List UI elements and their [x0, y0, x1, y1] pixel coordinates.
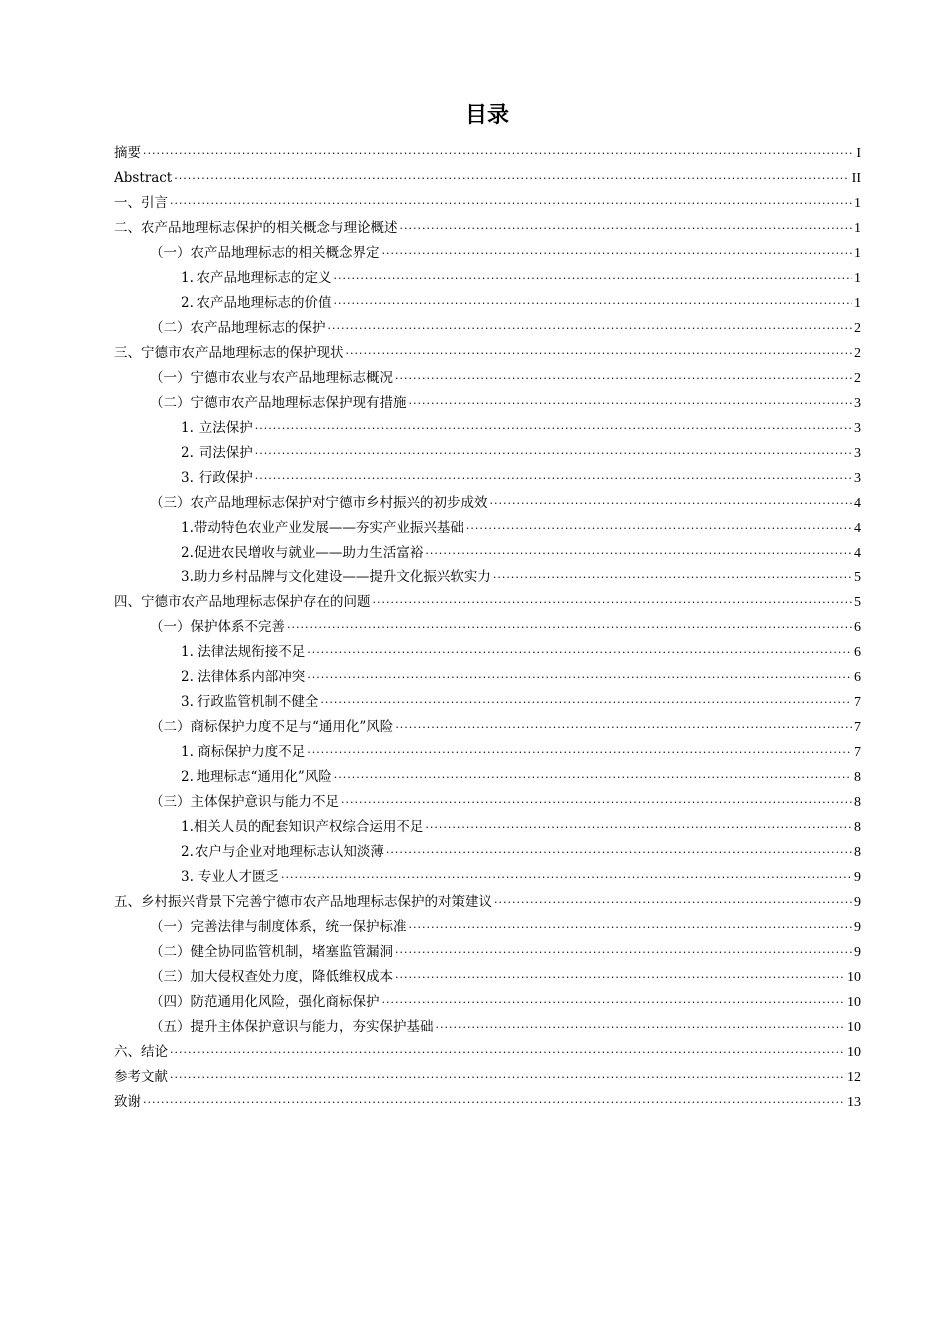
- toc-entry-page-number: 9: [854, 870, 861, 886]
- toc-dot-leader: [466, 517, 852, 542]
- toc-entry-page-number: 8: [854, 795, 861, 811]
- toc-entry-page-number: 4: [854, 520, 861, 536]
- toc-entry[interactable]: [114, 940, 861, 965]
- toc-entry-label: 立法保护: [198, 419, 253, 436]
- toc-dot-leader: [307, 666, 852, 691]
- toc-entry-label: Abstract: [114, 169, 173, 186]
- toc-entry[interactable]: [114, 366, 861, 391]
- toc-entry[interactable]: [114, 915, 861, 940]
- toc-entry[interactable]: [114, 965, 861, 990]
- toc-entry-label: 商标保护力度不足: [197, 744, 306, 761]
- toc-entry-number: 1.: [181, 419, 194, 436]
- toc-entry[interactable]: [114, 191, 861, 216]
- toc-dot-leader: [425, 816, 852, 841]
- toc-dot-leader: [395, 966, 845, 991]
- toc-entry-number: 1.: [181, 644, 194, 661]
- toc-dot-leader: [307, 741, 852, 766]
- toc-entry-number: 2.: [181, 444, 194, 461]
- toc-entry[interactable]: [114, 765, 861, 790]
- toc-dot-leader: [346, 342, 853, 367]
- toc-list: [114, 141, 861, 1115]
- toc-entry-label: 五、乡村振兴背景下完善宁德市农产品地理标志保护的对策建议: [114, 894, 492, 911]
- toc-entry-number: 3.: [181, 869, 194, 886]
- toc-entry[interactable]: [114, 690, 861, 715]
- toc-entry[interactable]: [114, 541, 861, 566]
- toc-dot-leader: [333, 292, 852, 317]
- toc-entry-label: （三）主体保护意识与能力不足: [150, 794, 339, 811]
- toc-entry-number: 3.: [181, 694, 194, 711]
- toc-dot-leader: [170, 1066, 845, 1091]
- toc-entry[interactable]: [114, 890, 861, 915]
- toc-entry-page-number: 6: [854, 645, 861, 661]
- toc-entry-label: 法律体系内部冲突: [197, 669, 306, 686]
- toc-entry[interactable]: [114, 740, 861, 765]
- toc-entry-number: 2.: [181, 544, 194, 561]
- toc-dot-leader: [436, 1016, 846, 1041]
- toc-entry-page-number: I: [856, 146, 861, 161]
- toc-entry-label: （一）宁德市农业与农产品地理标志概况: [150, 369, 393, 386]
- toc-entry-page-number: 5: [854, 595, 861, 611]
- toc-entry-number: 1.: [181, 269, 194, 286]
- toc-entry-label: 相关人员的配套知识产权综合运用不足: [193, 819, 424, 836]
- toc-entry-page-number: 1: [854, 295, 861, 311]
- toc-entry[interactable]: [114, 840, 861, 865]
- toc-entry[interactable]: [114, 565, 861, 590]
- toc-dot-leader: [409, 392, 853, 417]
- toc-entry[interactable]: [114, 491, 861, 516]
- toc-entry-label: 农产品地理标志的定义: [196, 269, 332, 286]
- toc-entry-page-number: 9: [854, 920, 861, 936]
- toc-entry-number: 3.: [181, 569, 194, 586]
- toc-entry[interactable]: [114, 640, 861, 665]
- toc-entry-page-number: 1: [854, 245, 861, 261]
- toc-entry-number: 2.: [181, 769, 194, 786]
- toc-entry[interactable]: [114, 266, 861, 291]
- toc-entry-page-number: 7: [854, 720, 861, 736]
- toc-entry[interactable]: [114, 590, 861, 615]
- toc-entry-label: 地理标志“通用化”风险: [196, 769, 332, 786]
- toc-entry-page-number: 10: [847, 1019, 861, 1035]
- toc-dot-leader: [425, 542, 852, 567]
- toc-dot-leader: [255, 417, 852, 442]
- toc-dot-leader: [170, 1041, 845, 1066]
- toc-entry-page-number: 12: [847, 1069, 861, 1085]
- toc-entry[interactable]: [114, 216, 861, 241]
- toc-dot-leader: [341, 791, 852, 816]
- toc-entry[interactable]: [114, 615, 861, 640]
- toc-entry[interactable]: [114, 516, 861, 541]
- toc-dot-leader: [320, 691, 852, 716]
- toc-entry-label: 摘要: [114, 145, 141, 161]
- toc-entry[interactable]: [114, 391, 861, 416]
- toc-entry-label: 行政监管机制不健全: [196, 694, 319, 711]
- toc-entry-label: 农户与企业对地理标志认知淡薄: [194, 844, 384, 861]
- toc-dot-leader: [255, 442, 852, 467]
- toc-entry[interactable]: [114, 990, 861, 1015]
- toc-entry-page-number: 3: [854, 470, 861, 486]
- toc-entry-page-number: 3: [854, 395, 861, 411]
- toc-entry-number: 2.: [181, 294, 194, 311]
- toc-dot-leader: [170, 192, 852, 217]
- toc-entry-page-number: 6: [854, 620, 861, 636]
- toc-dot-leader: [490, 492, 853, 517]
- toc-entry-label: （五）提升主体保护意识与能力，夯实保护基础: [150, 1018, 434, 1035]
- toc-entry-page-number: 13: [847, 1094, 861, 1110]
- toc-entry[interactable]: [114, 141, 861, 166]
- toc-entry-label: （二）宁德市农产品地理标志保护现有措施: [150, 394, 407, 411]
- toc-dot-leader: [395, 367, 852, 392]
- toc-entry[interactable]: [114, 341, 861, 366]
- toc-entry-page-number: 2: [854, 345, 861, 361]
- toc-entry-label: 带动特色农业产业发展——夯实产业振兴基础: [193, 519, 464, 536]
- toc-entry-label: 法律法规衔接不足: [197, 644, 306, 661]
- toc-entry-page-number: 2: [854, 370, 861, 386]
- toc-entry-label: 六、结论: [114, 1043, 168, 1060]
- toc-dot-leader: [328, 317, 853, 342]
- toc-dot-leader: [287, 616, 852, 641]
- toc-entry-label: （四）防范通用化风险，强化商标保护: [150, 993, 380, 1010]
- toc-entry-label: （二）健全协同监管机制，堵塞监管漏洞: [150, 944, 393, 960]
- toc-entry-page-number: 8: [854, 845, 861, 861]
- toc-title: 目录: [464, 103, 509, 128]
- toc-entry[interactable]: [114, 416, 861, 441]
- toc-entry-label: 四、宁德市农产品地理标志保护存在的问题: [114, 594, 371, 611]
- toc-dot-leader: [373, 591, 853, 616]
- toc-entry-number: 1.: [181, 744, 194, 761]
- toc-dot-leader: [143, 1091, 845, 1116]
- toc-entry-label: （二）农产品地理标志的保护: [150, 319, 326, 336]
- toc-entry-label: 专业人才匮乏: [198, 869, 280, 886]
- toc-entry-page-number: II: [851, 170, 861, 186]
- toc-entry[interactable]: [114, 466, 861, 491]
- toc-entry-label: （一）完善法律与制度体系，统一保护标准: [150, 919, 407, 936]
- toc-entry-number: 1.: [181, 819, 194, 836]
- toc-entry-label: 致谢: [114, 1093, 141, 1110]
- toc-entry[interactable]: [114, 790, 861, 815]
- toc-entry[interactable]: [114, 715, 861, 740]
- toc-entry-page-number: 8: [854, 770, 861, 786]
- toc-entry-label: 农产品地理标志的价值: [196, 294, 332, 311]
- toc-dot-leader: [395, 941, 852, 966]
- toc-entry-page-number: 4: [854, 545, 861, 561]
- toc-dot-leader: [494, 891, 852, 916]
- toc-entry-label: （三）加大侵权查处力度，降低维权成本: [150, 968, 393, 985]
- toc-entry[interactable]: [114, 815, 861, 840]
- toc-entry-number: 1.: [181, 519, 194, 536]
- toc-entry[interactable]: [114, 241, 861, 266]
- toc-dot-leader: [400, 217, 853, 242]
- toc-entry[interactable]: [114, 865, 861, 890]
- toc-entry-page-number: 7: [854, 695, 861, 711]
- toc-entry[interactable]: [114, 291, 861, 316]
- toc-entry-number: 3.: [181, 469, 194, 486]
- toc-dot-leader: [333, 267, 852, 292]
- toc-entry-label: 促进农民增收与就业——助力生活富裕: [193, 544, 424, 561]
- toc-entry[interactable]: [114, 665, 861, 690]
- toc-entry[interactable]: [114, 1015, 861, 1040]
- toc-entry-page-number: 9: [854, 895, 861, 911]
- toc-entry-label: （三）农产品地理标志保护对宁德市乡村振兴的初步成效: [150, 494, 488, 511]
- toc-entry-label: 司法保护: [198, 444, 253, 461]
- toc-entry-page-number: 9: [854, 945, 861, 960]
- toc-entry-label: （一）保护体系不完善: [150, 619, 285, 636]
- toc-dot-leader: [334, 766, 852, 791]
- toc-entry[interactable]: [114, 1065, 861, 1090]
- toc-dot-leader: [143, 142, 853, 167]
- toc-entry-page-number: 1: [854, 270, 861, 286]
- toc-entry-page-number: 6: [854, 670, 861, 686]
- toc-dot-leader: [174, 167, 849, 192]
- toc-dot-leader: [395, 716, 852, 741]
- toc-entry-label: 行政保护: [198, 469, 253, 486]
- toc-entry-number: 2.: [181, 669, 194, 686]
- toc-entry[interactable]: [114, 1090, 861, 1115]
- toc-entry[interactable]: [114, 441, 861, 466]
- toc-entry[interactable]: [114, 166, 861, 191]
- toc-dot-leader: [386, 841, 852, 866]
- toc-entry[interactable]: [114, 1040, 861, 1065]
- toc-entry-page-number: 5: [854, 570, 861, 586]
- toc-dot-leader: [409, 916, 853, 941]
- toc-entry-page-number: 1: [854, 220, 861, 236]
- toc-entry-label: 助力乡村品牌与文化建设——提升文化振兴软实力: [193, 569, 491, 586]
- toc-entry-label: 三、宁德市农产品地理标志的保护现状: [114, 344, 344, 361]
- toc-entry-page-number: 3: [854, 445, 861, 461]
- toc-entry-label: （二）商标保护力度不足与“通用化”风险: [150, 719, 394, 736]
- toc-entry-page-number: 7: [854, 745, 861, 761]
- toc-entry-page-number: 2: [854, 320, 861, 336]
- toc-entry-label: 一、引言: [114, 194, 168, 211]
- toc-dot-leader: [255, 467, 852, 492]
- toc-dot-leader: [382, 242, 853, 267]
- toc-entry-label: 参考文献: [114, 1068, 168, 1085]
- toc-entry-page-number: 8: [854, 820, 861, 836]
- toc-entry-label: （一）农产品地理标志的相关概念界定: [150, 244, 380, 261]
- toc-entry-page-number: 10: [847, 969, 861, 985]
- toc-entry[interactable]: [114, 316, 861, 341]
- toc-entry-page-number: 1: [854, 195, 861, 211]
- toc-dot-leader: [281, 866, 852, 891]
- toc-dot-leader: [307, 641, 852, 666]
- toc-dot-leader: [382, 991, 846, 1016]
- toc-entry-number: 2.: [181, 844, 194, 861]
- toc-entry-page-number: 10: [847, 1044, 861, 1060]
- toc-dot-leader: [493, 566, 852, 591]
- toc-entry-page-number: 4: [854, 495, 861, 511]
- toc-entry-page-number: 3: [854, 420, 861, 436]
- toc-entry-page-number: 10: [847, 994, 861, 1010]
- toc-entry-label: 二、农产品地理标志保护的相关概念与理论概述: [114, 219, 398, 236]
